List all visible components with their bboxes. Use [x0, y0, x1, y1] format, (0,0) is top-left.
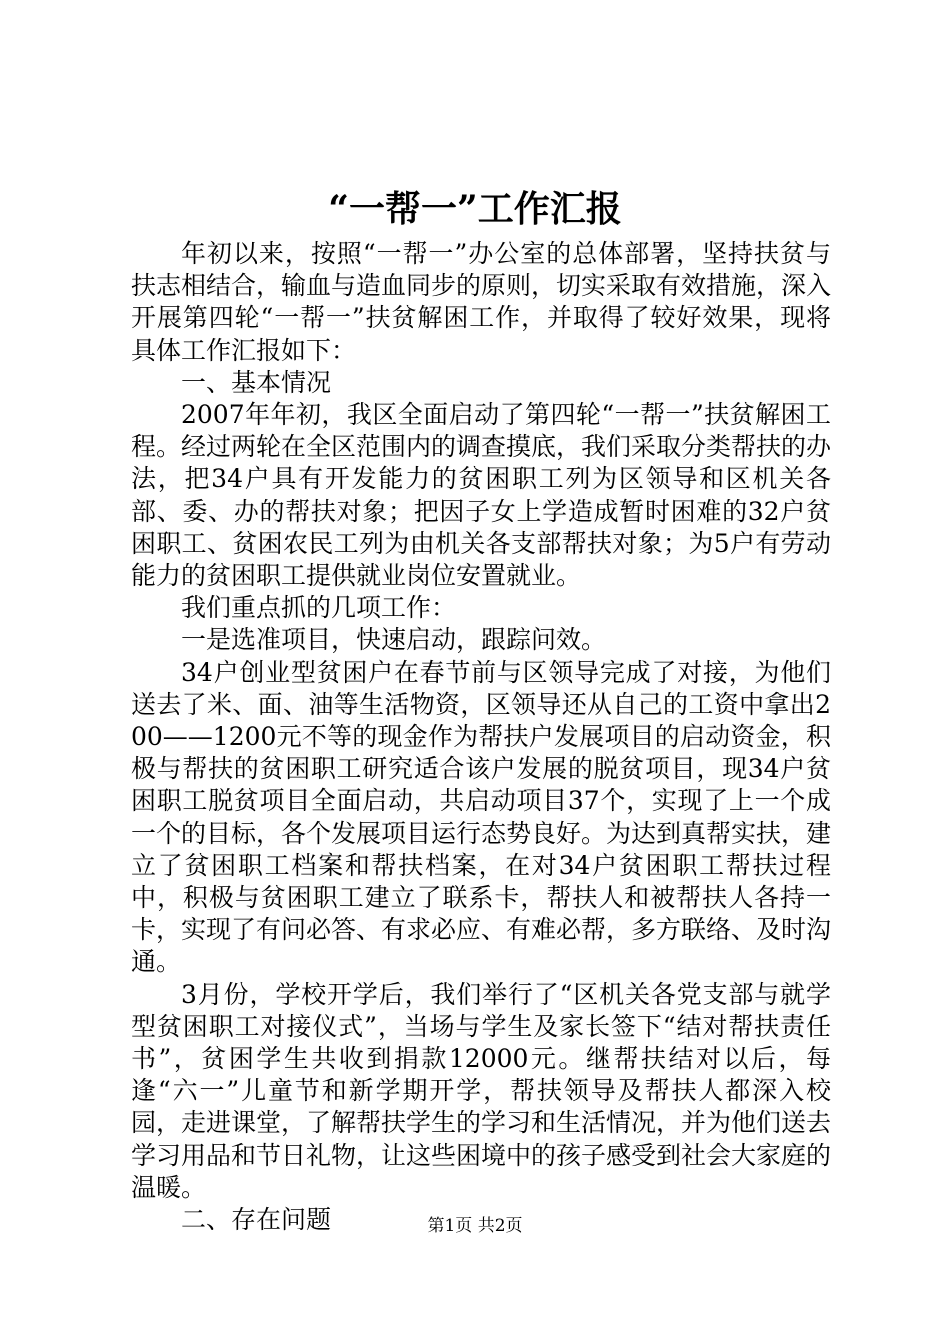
section-heading-problems: 二、存在问题 [181, 1205, 332, 1235]
paragraph-intro: 年初以来，按照“一帮一”办公室的总体部署，坚持扶贫与扶志相结合，输血与造血同步的原则，切实采取有效措施，深入开展第四轮“一帮一”扶贫解困工作，并取得了较好效果，现将具体工作汇报如下： [131, 239, 832, 365]
paragraph-entrepreneurial-households: 34户创业型贫困户在春节前与区领导完成了对接，为他们送去了米、面、油等生活物资，区领导还从自己的工资中拿出200——1200元不等的现金作为帮扶户发展项目的启动资金，积极与帮扶的贫困职工研究适合该户发展的脱贫项目，现34户贫困职工脱贫项目全面启动，共启动项目37个，实现了上一个成一个的目标，各个发展项目运行态势良好。为达到真帮实扶，建立了贫困职工档案和帮扶档案，在对34户贫困职工帮扶过程中，积极与贫困职工建立了联系卡，帮扶人和被帮扶人各持一卡，实现了有问必答、有求必应、有难必帮，多方联络、及时沟通。 [131, 657, 832, 977]
page-title: “一帮一”工作汇报 [328, 188, 622, 230]
paragraph-student-support: 3月份，学校开学后，我们举行了“区机关各党支部与就学型贫困职工对接仪式”，当场与学生及家长签下“结对帮扶责任书”，贫困学生共收到捐款12000元。继帮扶结对以后，每逢“六一”儿童节和新学期开学，帮扶领导及帮扶人都深入校园，走进课堂，了解帮扶学生的学习和生活情况，并为他们送去学习用品和节日礼物，让这些困境中的孩子感受到社会大家庭的温暖。 [131, 979, 832, 1202]
paragraph-basic-situation: 2007年年初，我区全面启动了第四轮“一帮一”扶贫解困工程。经过两轮在全区范围内的调查摸底，我们采取分类帮扶的办法，把34户具有开发能力的贫困职工列为区领导和区机关各部、委、办的帮扶对象；把因子女上学造成暂时困难的32户贫困职工、贫困农民工列为由机关各支部帮扶对象；为5户有劳动能力的贫困职工提供就业岗位安置就业。 [131, 400, 832, 591]
paragraph-key-work-item-1: 一是选准项目，快速启动，跟踪问效。 [181, 625, 607, 655]
section-heading-basic-situation: 一、基本情况 [181, 367, 332, 397]
document-body [131, 238, 831, 1236]
page-footer: 第1页 共2页 [427, 1216, 523, 1236]
paragraph-key-work-intro: 我们重点抓的几项工作： [181, 593, 457, 623]
